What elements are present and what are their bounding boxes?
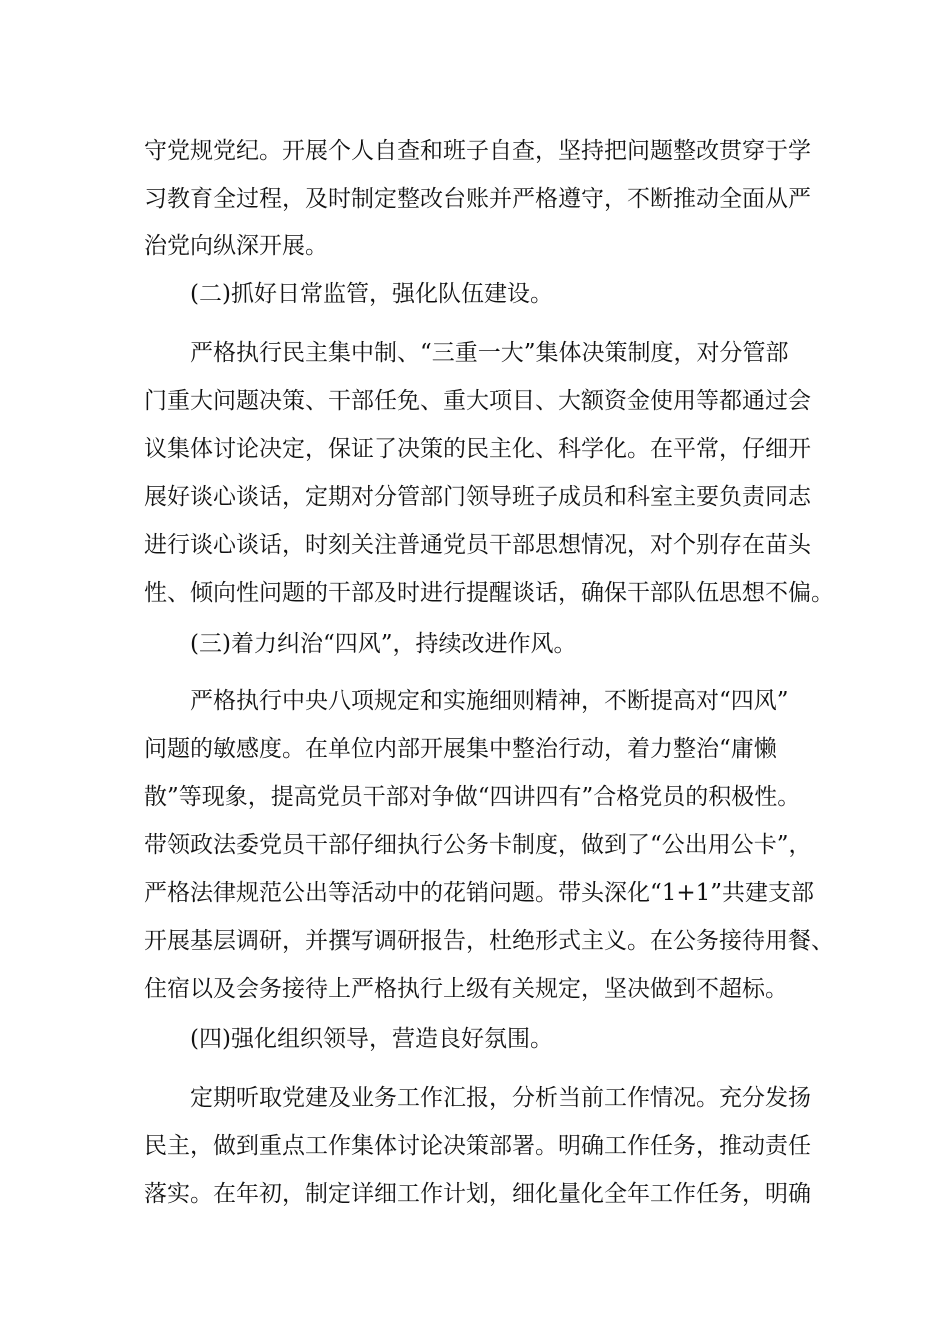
text-line: 展好谈心谈话，定期对分管部门领导班子成员和科室主要负责同志 <box>144 484 811 510</box>
text-line: 进行谈心谈话，时刻关注普通党员干部思想情况，对个别存在苗头 <box>144 532 811 558</box>
text-line: 住宿以及会务接待上严格执行上级有关规定，坚决做到不超标。 <box>144 976 788 1002</box>
text-line: 定期听取党建及业务工作汇报，分析当前工作情况。充分发扬 <box>190 1085 811 1111</box>
text-line: 严格执行民主集中制、“三重一大”集体决策制度，对分管部 <box>190 340 789 366</box>
text-line: 开展基层调研，并撰写调研报告，杜绝形式主义。在公务接待用餐、 <box>144 928 834 954</box>
text-line: 守党规党纪。开展个人自查和班子自查，坚持把问题整改贯穿于学 <box>144 138 811 164</box>
text-line: 门重大问题决策、干部任免、重大项目、大额资金使用等都通过会 <box>144 388 811 414</box>
text-line: 性、倾向性问题的干部及时进行提醒谈话，确保干部队伍思想不偏。 <box>144 580 834 606</box>
section-heading-3: (三)着力纠治“四风”，持续改进作风。 <box>190 631 577 657</box>
text-line: 落实。在年初，制定详细工作计划，细化量化全年工作任务，明确 <box>144 1181 811 1207</box>
section-heading-4: (四)强化组织领导，营造良好氛围。 <box>190 1026 553 1052</box>
text-line: 问题的敏感度。在单位内部开展集中整治行动，着力整治“庸懒 <box>144 736 777 762</box>
text-line: 习教育全过程，及时制定整改台账并严格遵守，不断推动全面从严 <box>144 186 811 212</box>
text-line: 严格法律规范公出等活动中的花销问题。带头深化“1+1”共建支部 <box>144 880 815 906</box>
text-line: 散”等现象，提高党员干部对争做“四讲四有”合格党员的积极性。 <box>144 784 801 810</box>
text-line: 严格执行中央八项规定和实施细则精神，不断提高对“四风” <box>190 688 789 714</box>
text-line: 带领政法委党员干部仔细执行公务卡制度，做到了“公出用公卡”， <box>144 832 812 858</box>
section-heading-2: (二)抓好日常监管，强化队伍建设。 <box>190 281 553 307</box>
text-line: 民主，做到重点工作集体讨论决策部署。明确工作任务，推动责任 <box>144 1133 811 1159</box>
text-line: 议集体讨论决定，保证了决策的民主化、科学化。在平常，仔细开 <box>144 436 811 462</box>
text-line: 治党向纵深开展。 <box>144 233 328 259</box>
